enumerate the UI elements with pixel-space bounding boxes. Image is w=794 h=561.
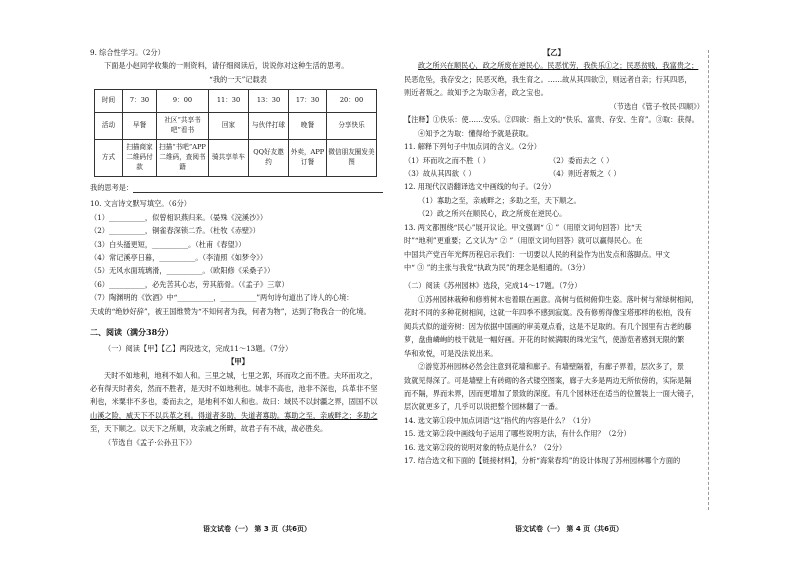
q12-title: 12. 用现代汉语翻译选文中画线的句子。（2分） [404,182,556,192]
q15: 15. 选文第②段中画线句子运用了哪些说明方法，有什么作用？（2分） [404,429,631,439]
table-cell: 社区“共享书吧”看书 [157,113,209,140]
subsection-1-intro: （一）阅读【甲】【乙】两段选文，完成11～13题。（7分） [104,343,293,353]
page-3 [90,48,386,451]
q10-item-7b: 天成的“绝妙好辞”，被王国维赞为“不知何者为我，何者为物”，达到了物我合一的化境。 [90,306,371,316]
yi-note: 【注释】①佚乐：使……安乐。②四欲：指上文的“佚乐、富贵、存安、生育”。③取：获得。 [404,115,699,125]
q17: 17. 结合选文和下面的【链接材料】，分析“海棠春坞”的设计体现了苏州园林哪个方面的 [404,456,681,466]
passage-line: 层次就更多了，几乎可以说把整个园林翻了一番。 [404,402,563,412]
q9-title: 9. 综合性学习。（2分） [90,48,165,57]
q12-item: （2）政之所兴在顺民心，政之所废在逆民心。 [418,209,567,219]
table-cell: 20：00 [327,90,377,113]
q10-title: 10. 文言诗文默写填空。（6分） [90,199,191,209]
jia-line: 山溪之险，威天下不以兵革之利。得道者多助，失道者寡助。寡助之至，亲戚畔之；多助之 [90,410,378,420]
q13-line: 中国共产党百年光辉历程启示我们：一切要以人民的利益作为出发点和落脚点。甲文 [404,249,670,259]
table-cell: 13：30 [249,90,289,113]
jia-label: 【甲】 [227,357,249,367]
page-4 [404,48,704,470]
page-footer-right: 语文试卷（一） 第 4 页（共6页） [515,525,624,533]
table-caption: “我的一天”记载表 [209,74,267,84]
table-cell: 与伙伴打球 [249,113,289,140]
q10-item-7: （7）陶渊明的《饮酒》中“__________，__________”两句诗句道出了诗人的心境： [90,293,354,303]
q13-line: 中“ ③ ”的主张与我党“执政为民”的理念是相通的。（3分） [404,263,590,272]
q10-item-2: （2）__________，铜雀春深锁二乔。（杜牧《赤壁》） [90,226,260,236]
table-cell: 7：30 [123,90,157,113]
table-cell: 分享快乐 [327,113,377,140]
table-cell: 方式 [95,140,123,177]
q11-item: （2）委而去之（ ） [549,155,614,165]
table-cell: 活动 [95,113,123,140]
passage-line: 致就见得深了。可是墙壁上有砖砌的各式镂空图案，廊子大多是两边无所依傍的，实际是隔 [404,375,692,385]
q13-line: 13. 两文都围绕“民心”展开议论。甲文强调“ ① ”（用原文词句回答）比“天 [404,222,642,232]
table-cell: 扫描商家二维码付款 [123,140,157,177]
table-row-activity [95,113,377,140]
q14: 14. 选文第①段中加点词语“这”指代的内容是什么？（1分） [404,415,595,425]
yi-line: 民恶危坠，我存安之；民恶灭绝，我生育之。……故从其四欲②，则远者自亲；行其四恶， [404,74,692,84]
q10-item-6: （6）__________，必先苦其心志，劳其筋骨。（《孟子》三章） [90,279,289,289]
table-cell: 晚餐 [289,113,327,140]
table-cell: 骑共享单车 [209,140,249,177]
table-row-time [95,90,377,113]
passage-line: ②游览苏州园林必然会注意到花墙和廊子。有墙壁隔着，有廊子界着，层次多了，景 [418,362,684,372]
yi-line: 则近者叛之。故知予之为取③者，政之宝也。 [404,88,548,98]
q9-answer-label: 我的思考是： [90,182,134,192]
jia-line: 天时不如地利，地利不如人和。三里之城，七里之郭，环而攻之而不胜。夫环而攻之， [104,370,378,380]
table-cell: 时间 [95,90,123,113]
passage-line: 阅兵式似的道旁树：因为依据中国画的审美观点看，这是不足取的。有几个园里有古老的藤 [404,321,692,331]
passage-line: 花时不同的多种花树相间，这就一年四季不感到寂寞。没有修剪得像宝塔那样的松柏，没有 [404,308,692,318]
jia-line: 至，天下顺之。以天下之所顺，攻亲戚之所畔，故君子有不战，战必胜矣。 [90,424,328,434]
q11-item: （1）环而攻之而不胜（ ） [404,155,490,165]
table-cell: QQ好友邀约 [249,140,289,177]
q11-title: 11. 解释下列句子中加点词的含义。（2分） [404,142,541,152]
activity-table [94,89,377,176]
passage-line: 而不隔，界而未界，因而更增加了景致的深度。有几个园林还在适当的位置装上一面大镜子， [404,388,699,398]
q9-answer [90,183,386,193]
q16: 16. 选文第②段的说明对象的特点是什么？（2分） [404,442,567,452]
q9-intro: 下面是小赵同学收集的一则资料，请仔细阅读后，说说你对这种生活的思考。 [104,61,349,71]
yi-note: ④知予之为取：懂得给予就是获取。 [418,128,534,138]
subsection-2-intro: （二）阅读《苏州园林》选段，完成14～17题。（7分） [404,281,582,291]
q13-line: 时”“地利”更重要；乙文认为“ ② ”（用原文词句回答）就可以赢得民心。在 [404,236,643,246]
q10-item-1: （1）__________，似曾相识燕归来。（晏殊《浣溪沙》） [90,212,268,222]
jia-source: （节选自《孟子·公孙丑下》） [104,437,197,447]
jia-line: 利也，米粟非不多也，委而去之，是地利不如人和也。故曰：域民不以封疆之界，固国不以 [90,397,378,407]
yi-label: 【乙】 [543,48,565,57]
section-2-title: 二、阅读（满分38分） [90,327,174,338]
table-cell: 扫描“书吧”APP二维码，查阅书籍 [157,140,209,177]
table-cell: 11：30 [209,90,249,113]
yi-line: 政之所兴在顺民心，政之所废在逆民心。民恶忧劳，我佚乐①之；民恶贫贱，我富贵之； [418,61,699,71]
q10-item-3: （3）白头搔更短，__________。（杜甫《春望》） [90,239,246,249]
q11-items [404,156,694,183]
passage-line: 萝，盘曲嶙峋的枝干就是一幅好画。开花的时候满眼的珠光宝气，使游览者感到无限的繁 [404,335,685,345]
table-cell: 17：30 [289,90,327,113]
q11-item: （4）则近者叛之（ ） [549,168,621,178]
table-cell: 9：00 [157,90,209,113]
table-row-method [95,140,377,177]
table-cell: 早餐 [123,113,157,140]
fold-line [708,50,709,510]
table-cell: 微信朋友圈发美图 [327,140,377,177]
q10-item-5: （5）无风水面琉璃滑，__________。（欧阳修《采桑子》） [90,266,275,276]
table-cell: 外卖，APP订餐 [289,140,327,177]
q11-item: （3）故从其四欲（ ） [404,168,476,178]
answer-line[interactable] [133,184,383,193]
passage-line: ①苏州园林栽种和修剪树木也着眼在画意。高树与低树俯仰生姿。落叶树与常绿树相间， [418,294,699,304]
jia-line: 必有得天时者矣，然而不胜者，是天时不如地利也。城非不高也，池非不深也，兵革非不坚 [90,384,378,394]
page-footer-left: 语文试卷（一） 第 3 页（共6页） [203,525,312,533]
yi-source: （节选自《管子·牧民·四顺》） [609,101,704,111]
q12-item: （1）寡助之至，亲戚畔之；多助之至，天下顺之。 [418,195,581,205]
table-cell: 回家 [209,113,249,140]
q10-item-4: （4）常记溪亭日暮，__________。（李清照《如梦令》） [90,252,268,262]
passage-line: 华和欢悦，可是没法说出来。 [404,348,498,358]
